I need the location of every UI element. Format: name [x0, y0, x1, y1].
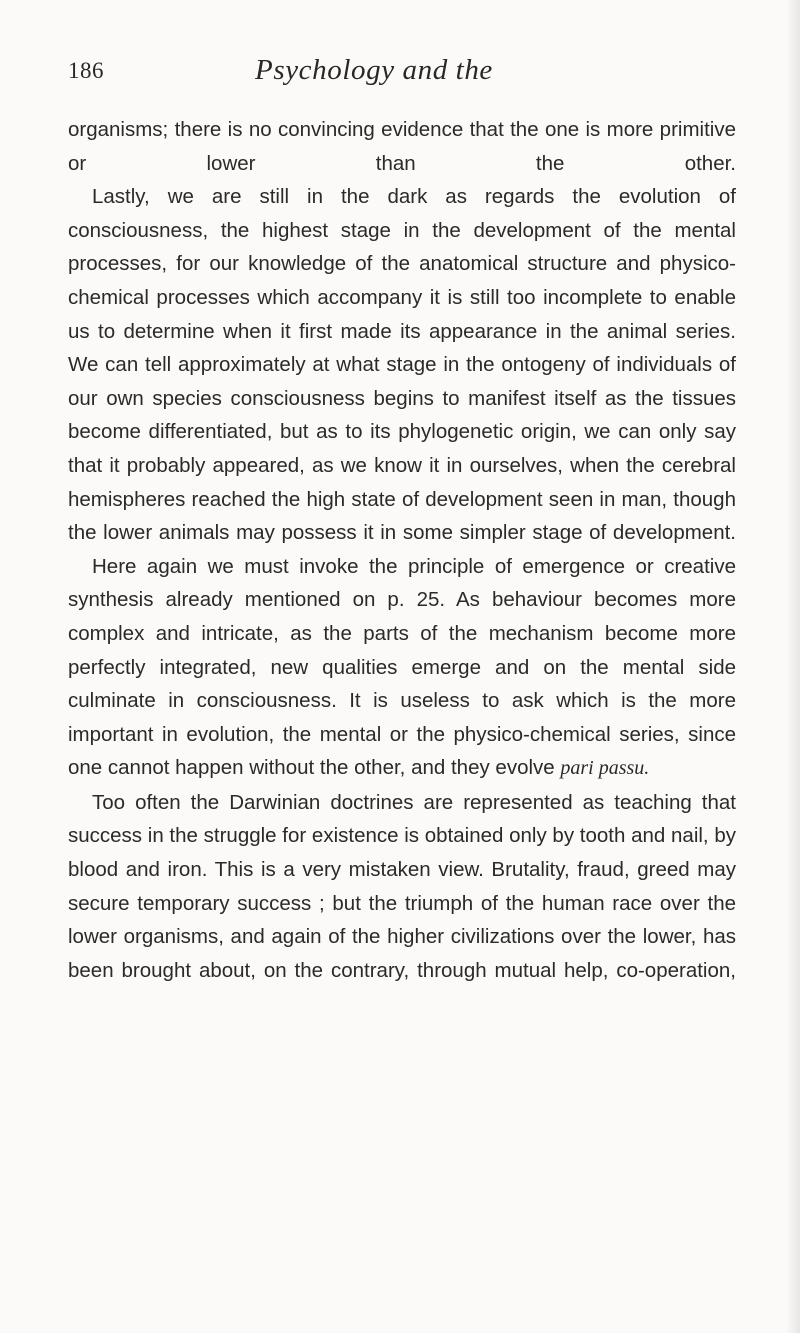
page-edge-shadow [786, 0, 800, 1333]
paragraph-darwinian-doctrines [68, 786, 736, 988]
paragraph-text: Too often the Darwinian doctrines are represented as teaching that success in the struggle for existence is obtained only by tooth and nail, by blood and iron. This is a very mistaken view. Brutality, fraud, greed may secure temporary success ; but the triumph of the human race over the lower organisms, and again of the higher civilizations over the lower, has been brought about, on the contrary, through mutual help, co-operation, [68, 790, 736, 982]
body-text [68, 113, 736, 987]
paragraph-text: Here again we must invoke the principle of emergence or creative synthesis already mentioned on p. 25. As behaviour becomes more complex and intricate, as the parts of the mechanism become more perfectly integrated, new qualities emerge and on the mental side culminate in consciousness. It is useless to ask which is the more important in evolution, the mental or the physico-chemical series, since one cannot happen without the other, and they evolve [68, 554, 736, 780]
latin-phrase: pari passu. [560, 757, 650, 780]
running-head [68, 54, 736, 94]
page-number: 186 [68, 58, 104, 83]
running-title: Psychology and the [255, 54, 493, 86]
paragraph-emergence [68, 550, 736, 786]
paragraph-continuation [68, 113, 736, 180]
paragraph-text: Lastly, we are still in the dark as regards the evolution of consciousness, the highest stage in the development of the mental processes, for our knowledge of the anatomical structure and physico-chemical processes which accompany it is still too incomplete to enable us to determine when it first made its appearance in the animal series. We can tell approximately at what stage in the ontogeny of individuals of our own species consciousness begins to manifest itself as the tissues become differentiated, but as to its phylogenetic origin, we can only say that it probably appeared, as we know it in ourselves, when the cerebral hemispheres reached the high state of development seen in man, though the lower animals may possess it in some simpler stage of development. [68, 185, 736, 545]
paragraph-text: organisms; there is no convincing evidence that the one is more primitive or lower than the other. [68, 118, 736, 175]
paragraph-consciousness-evolution [68, 180, 736, 550]
